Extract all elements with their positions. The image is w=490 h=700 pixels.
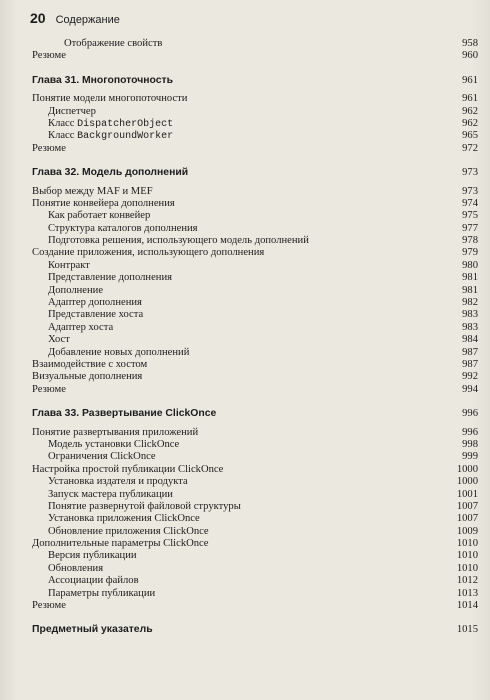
toc-entry [32,260,478,272]
toc-page-number: 996 [462,426,478,438]
toc-page-number: 965 [462,130,478,142]
toc-entry-label: Понятие развернутой файловой структуры [48,500,241,512]
toc-entry-label: Понятие модели многопоточности [32,93,188,105]
toc-entry [32,451,478,463]
toc-entry [32,347,478,359]
toc-entry [32,476,478,488]
toc-entry-label: Визуальные дополнения [32,371,143,383]
toc-page-number: 994 [462,383,478,395]
toc-entry [32,489,478,501]
toc-entry [32,223,478,235]
toc-entry [32,118,478,130]
toc-page-number: 1013 [456,587,478,599]
page-header [30,10,470,30]
toc-page-number: 962 [462,105,478,117]
toc-page-number: 977 [462,222,478,234]
toc-entry [32,235,478,247]
toc-entry-label: Ассоциации файлов [48,575,139,587]
toc-entry-label [48,118,173,131]
toc-chapter-entry [32,75,478,87]
toc-entry [32,130,478,142]
toc-page-number: 978 [462,235,478,247]
toc-entry [32,38,478,50]
toc-entry-label: Версия публикации [48,550,137,562]
toc-page-number: 1009 [456,525,478,537]
toc-entry [32,334,478,346]
toc-entry [32,309,478,321]
toc-entry-label: Понятие конвейера дополнения [32,197,175,209]
toc-page-number: 1010 [456,562,478,574]
toc-entry-label: Установка издателя и продукта [48,476,188,488]
toc-entry-label: Подготовка решения, использующего модель дополнений [48,235,309,247]
toc-entry [32,371,478,383]
toc-entry [32,297,478,309]
toc-entry-label: Хост [48,334,70,346]
toc-entry [32,359,478,371]
toc-chapter-entry [32,167,478,179]
toc-entry-label: Адаптер хоста [48,321,114,333]
toc-page-number: 1015 [456,624,478,636]
toc-page-number: 981 [462,272,478,284]
toc-entry [32,50,478,62]
toc-page-number: 1012 [456,575,478,587]
toc-entry-label: Резюме [32,142,66,154]
toc-entry [32,322,478,334]
toc-entry-label: Добавление новых дополнений [48,346,190,358]
toc-entry [32,272,478,284]
toc-page-number: 958 [462,38,478,49]
toc-entry [32,526,478,538]
toc-page-number: 1007 [456,500,478,512]
toc-entry [32,285,478,297]
toc-entry-label: Адаптер дополнения [48,297,142,309]
toc-entry [32,143,478,155]
toc-entry-label: Запуск мастера публикации [48,488,173,500]
toc-entry-label: Представление дополнения [48,272,172,284]
toc-entry [32,186,478,198]
toc-page-number: 975 [462,210,478,222]
toc-entry-label: Отображение свойств [64,38,163,49]
toc-entry-label: Взаимодействие с хостом [32,358,148,370]
toc-entry-label: Представление хоста [48,309,144,321]
toc-entry [32,575,478,587]
toc-entry [32,550,478,562]
toc-entry-label: Как работает конвейер [48,210,151,222]
running-title: Содержание [55,14,120,26]
toc-entry [32,247,478,259]
toc-entry-code-name: BackgroundWorker [77,131,174,143]
table-of-contents [32,38,478,643]
toc-entry [32,198,478,210]
toc-entry [32,588,478,600]
toc-page-number: 973 [462,167,478,179]
toc-page-number: 973 [462,185,478,197]
toc-page-number: 983 [462,309,478,321]
toc-page-number: 982 [462,297,478,309]
toc-entry [32,93,478,105]
toc-page-number: 1000 [456,476,478,488]
toc-page-number: 996 [462,408,478,420]
toc-entry [32,501,478,513]
toc-page-number: 960 [462,50,478,62]
toc-page-number: 961 [462,74,478,86]
page-number: 20 [30,10,46,26]
toc-page-number: 981 [462,284,478,296]
toc-chapter-entry [32,408,478,420]
toc-entry-label: Понятие развертывания приложений [32,426,199,438]
toc-entry-label: Глава 33. Развертывание ClickOnce [32,408,217,420]
toc-entry-label: Параметры публикации [48,587,156,599]
toc-page-number: 974 [462,197,478,209]
toc-entry [32,563,478,575]
toc-entry-label: Выбор между MAF и MEF [32,185,153,197]
toc-page-number: 980 [462,259,478,271]
toc-entry [32,106,478,118]
toc-page-number: 1001 [456,488,478,500]
toc-entry-label-text: Класс [48,117,78,129]
toc-page-number: 998 [462,438,478,450]
toc-page-number: 962 [462,117,478,129]
toc-page-number: 999 [462,451,478,463]
toc-entry-label: Предметный указатель [32,624,153,636]
toc-entry-label: Настройка простой публикации ClickOnce [32,463,224,475]
toc-page-number: 1014 [456,600,478,612]
toc-entry [32,538,478,550]
toc-entry-label: Глава 31. Многопоточность [32,74,173,86]
toc-entry [32,439,478,451]
toc-entry [32,427,478,439]
toc-page-number: 1007 [456,513,478,525]
toc-page-number: 979 [462,247,478,259]
toc-entry-label: Диспетчер [48,105,96,117]
toc-page-number: 984 [462,334,478,346]
toc-entry [32,600,478,612]
toc-entry [32,210,478,222]
toc-entry-label: Контракт [48,259,90,271]
toc-page-number: 987 [462,358,478,370]
toc-page-number: 987 [462,346,478,358]
toc-entry-label: Резюме [32,50,66,62]
toc-entry-label: Создание приложения, использующего дополнения [32,247,265,259]
toc-page-number: 1000 [456,463,478,475]
toc-page-number: 1010 [456,550,478,562]
toc-entry-label-text: Класс [48,130,78,142]
toc-page-number: 983 [462,321,478,333]
toc-entry-code-name: DispatcherObject [77,118,174,130]
toc-entry-label: Дополнение [48,284,104,296]
toc-entry-label: Обновления [48,562,104,574]
toc-entry-label: Глава 32. Модель дополнений [32,167,189,179]
toc-page-number: 972 [462,142,478,154]
toc-entry [32,464,478,476]
toc-page-number: 992 [462,371,478,383]
toc-entry-label: Модель установки ClickOnce [48,438,180,450]
toc-entry-label: Структура каталогов дополнения [48,222,198,234]
toc-entry [32,384,478,396]
toc-entry-label: Резюме [32,383,66,395]
toc-entry-label: Установка приложения ClickOnce [48,513,200,525]
toc-entry-label: Дополнительные параметры ClickOnce [32,538,209,550]
toc-page-number: 961 [462,93,478,105]
toc-entry-label [48,130,173,143]
toc-entry [32,513,478,525]
toc-entry-label: Обновление приложения ClickOnce [48,525,209,537]
toc-chapter-entry [32,624,478,636]
toc-page-number: 1010 [456,538,478,550]
toc-entry-label: Резюме [32,600,66,612]
toc-entry-label: Ограничения ClickOnce [48,451,156,463]
